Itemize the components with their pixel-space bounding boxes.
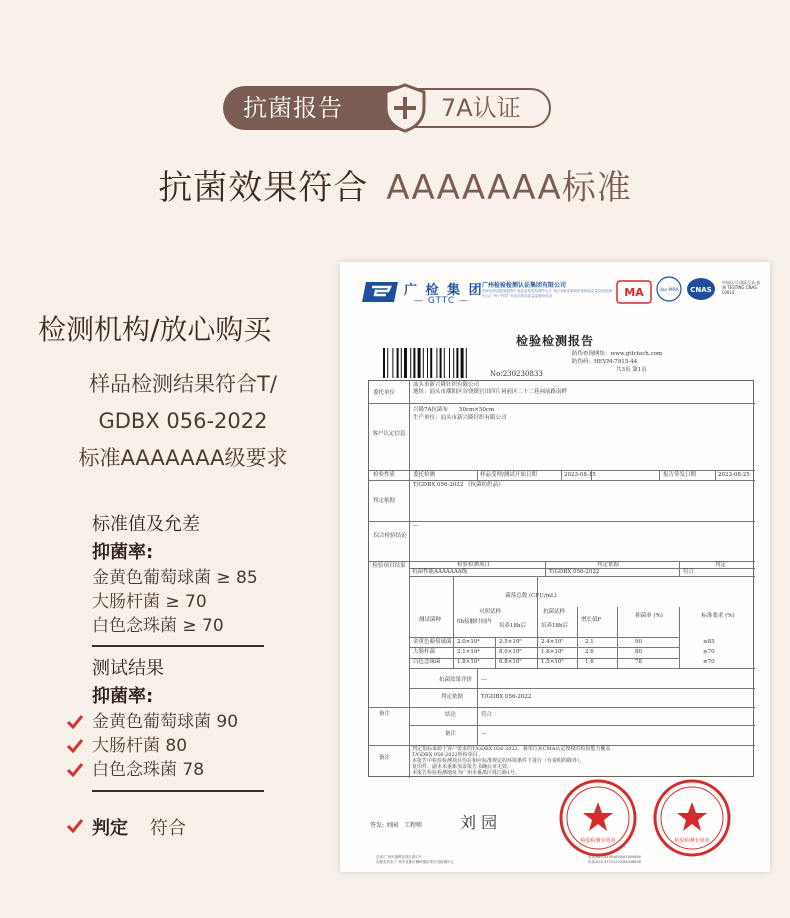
gttc-logo-icon xyxy=(362,278,402,306)
standard-block xyxy=(92,512,268,638)
shield-plus-icon xyxy=(381,82,429,134)
report-badge xyxy=(223,86,553,130)
standard-heading: 标准值及允差 xyxy=(92,514,200,535)
bacteria-cell-name: 金黄色葡萄球菌 xyxy=(413,639,452,645)
barcode-icon xyxy=(382,348,488,380)
bacteria-cell-rate: 80 xyxy=(635,649,642,655)
check-icon xyxy=(66,713,84,731)
doc-title: 检验检测报告 xyxy=(515,334,594,348)
headline xyxy=(0,160,790,209)
doc-brand-sub: — GTTC — xyxy=(414,296,469,306)
ilac-mra-icon xyxy=(656,276,682,302)
standard-item: 金黄色葡萄球菌 ≥ 85 xyxy=(92,568,258,588)
sample-line: 标准AAAAAAA级要求 xyxy=(78,446,288,470)
doc-brand: 广 检 集 团 xyxy=(404,283,484,298)
sample-line: GDBX 056-2022 xyxy=(98,409,268,433)
bacteria-cell-c0: 1.8×10⁴ xyxy=(457,659,480,665)
sample-description xyxy=(52,366,314,477)
svg-text:MA: MA xyxy=(624,286,644,299)
bacteria-cell-req: ≥70 xyxy=(703,659,715,665)
report-meta: 防伪查询网址：www.gttctech.com 防伪码：HEVM-7915-44 共3页 第1页 xyxy=(572,351,663,373)
sample-line: 样品检测结果符合T/ xyxy=(89,372,277,396)
bacteria-cell-c18: 2.5×10⁶ xyxy=(499,639,522,645)
result-item: 大肠杆菌 80 xyxy=(92,734,292,758)
standard-item: 白色念珠菌 ≥ 70 xyxy=(92,616,224,636)
headline-part-a: 抗菌效果符合 xyxy=(158,168,369,208)
bacteria-cell-f: 1.6 xyxy=(585,659,594,665)
verdict-label: 判定 xyxy=(92,818,128,839)
check-icon xyxy=(66,737,84,755)
verdict xyxy=(92,814,186,840)
cert-text: 中国认可 国际互认 检测 TESTING CNAS L0014 xyxy=(722,280,761,295)
bacteria-cell-c18: 8.0×10⁶ xyxy=(499,649,522,655)
check-icon xyxy=(66,761,84,779)
bacteria-cell-f: 2.6 xyxy=(585,649,594,655)
bacteria-cell-f: 2.1 xyxy=(585,639,594,645)
org-title: 检测机构/放心购买 xyxy=(38,313,272,346)
report-table: 委托单位 汕头市新兴隆针织有限公司 地址：汕头市潮阳区谷饶镇官田四片祠前区二十二巷祠前路南畔 客户认定信息 兴隆7A抗菌布 50cm×50cm 生产单位：汕头市新兴隆针织有限公司 检验性质 委托检测 样品受理/测试开始日期 2023-08-15 报告签发日期 2023-08-25 判定依据 T/GDBX 056-2022 《抗菌纺织品》 综合检验结论 --- 检验项目结果 检验检测项目 判定依据 判定 抗菌性能AAAAAAA级 T/GDBX 056-2022 符合 测试菌种 菌落总数 (CFU/mL) 对照试样 抗菌试样 增长值F 抑菌率 (%) 标准要求 (%) 0h接触时间内 培养18h后 培养18h后 金黄色葡萄球菌 2.0×10⁴ 2.5×10⁶ 2.4×10⁵ 2.1 90 ≥85 大肠杆菌 2.1×10⁴ 8.0×10⁶ 1.6×10⁶ 2.6 80 ≥70 白色念珠菌 1.8×10⁴ 6.8×10⁵ 1.5×10⁵ 1.6 78 ≥70 抗菌效果评价 --- 判定依据 T/GDBX 056-2022 备注 结论 符合 备注 --- 备注 判定指标来源于客户要求的T/GDBX 056-2022，我单位获CMA认定授权的检验能力覆盖 T/GDBX 056-2022所检项目。 本报告中检验检测项目均在相应标准规定的环境条件下进行（有说明的除外）。 复印件、副本未重新加盖报告书确认章无效。 本报告检验检测地址为广州市番禺区珠江路1号。 xyxy=(368,380,754,777)
headline-part-b: AAAAAAA标准 xyxy=(386,168,632,208)
cma-mark-icon xyxy=(616,280,652,304)
svg-text:CNAS: CNAS xyxy=(690,286,712,294)
results-sub: 抑菌率: xyxy=(92,686,154,707)
divider xyxy=(92,645,264,647)
result-item: 金黄色葡萄球菌 90 xyxy=(92,710,292,734)
svg-text:ilac-MRA: ilac-MRA xyxy=(659,288,679,293)
svg-text:检验检测专用章: 检验检测专用章 xyxy=(674,838,710,844)
bacteria-cell-name: 大肠杆菌 xyxy=(413,649,436,655)
footer-left: 总部:广州市番禺区珠江路1号 花都实验室:广州市花都区狮岭镇皮革皮具检测中心 xyxy=(376,855,455,864)
bacteria-cell-req: ≥85 xyxy=(703,639,715,645)
bacteria-cell-c0: 2.1×10⁴ xyxy=(457,649,480,655)
svg-text:检验检测专用章: 检验检测专用章 xyxy=(580,838,616,844)
result-item: 白色念珠菌 78 xyxy=(92,758,292,782)
signature: 刘 园 xyxy=(460,813,498,832)
official-stamp-2 xyxy=(652,778,732,858)
standard-sub: 抑菌率: xyxy=(92,542,154,563)
check-icon xyxy=(66,817,84,835)
bacteria-cell-a18: 1.5×10⁵ xyxy=(541,659,564,665)
bacteria-cell-c18: 6.8×10⁵ xyxy=(499,659,522,665)
signer: 签发: 刘园 工程师 xyxy=(370,822,422,829)
bacteria-cell-rate: 78 xyxy=(635,659,642,665)
cnas-icon xyxy=(686,276,716,302)
results-heading: 测试结果 xyxy=(92,658,164,679)
test-report-document xyxy=(340,262,770,872)
bacteria-cell-c0: 2.0×10⁴ xyxy=(457,639,480,645)
bacteria-cell-a18: 2.4×10⁵ xyxy=(541,639,564,645)
doc-corp: 广州检验检测认证集团有限公司 xyxy=(482,282,567,289)
badge-left-label: 抗菌报告 xyxy=(223,86,398,130)
results-block xyxy=(92,656,292,782)
bacteria-cell-name: 白色念珠菌 xyxy=(413,659,441,665)
footer-right: 电话:020-61904690/61904690 传真:020-37721132/66346636 xyxy=(588,855,641,864)
standard-item: 大肠杆菌 ≥ 70 xyxy=(92,592,207,612)
bacteria-cell-req: ≥70 xyxy=(703,649,715,655)
bacteria-cell-rate: 90 xyxy=(635,639,642,645)
verdict-value: 符合 xyxy=(150,818,186,839)
bacteria-cell-a18: 1.6×10⁶ xyxy=(541,649,564,655)
divider xyxy=(92,790,264,792)
doc-corp-sub: 国家纺织品服装服饰产品质量检验检测中心(广州) 国家皮革和皮革制品质量检验检测中心(广州) 中国广东省纺织品质量监督检验站 xyxy=(482,289,612,298)
report-number: No:230230833 xyxy=(490,370,543,378)
official-stamp-1 xyxy=(558,778,638,858)
badge-right-label: 7A认证 xyxy=(393,88,551,128)
